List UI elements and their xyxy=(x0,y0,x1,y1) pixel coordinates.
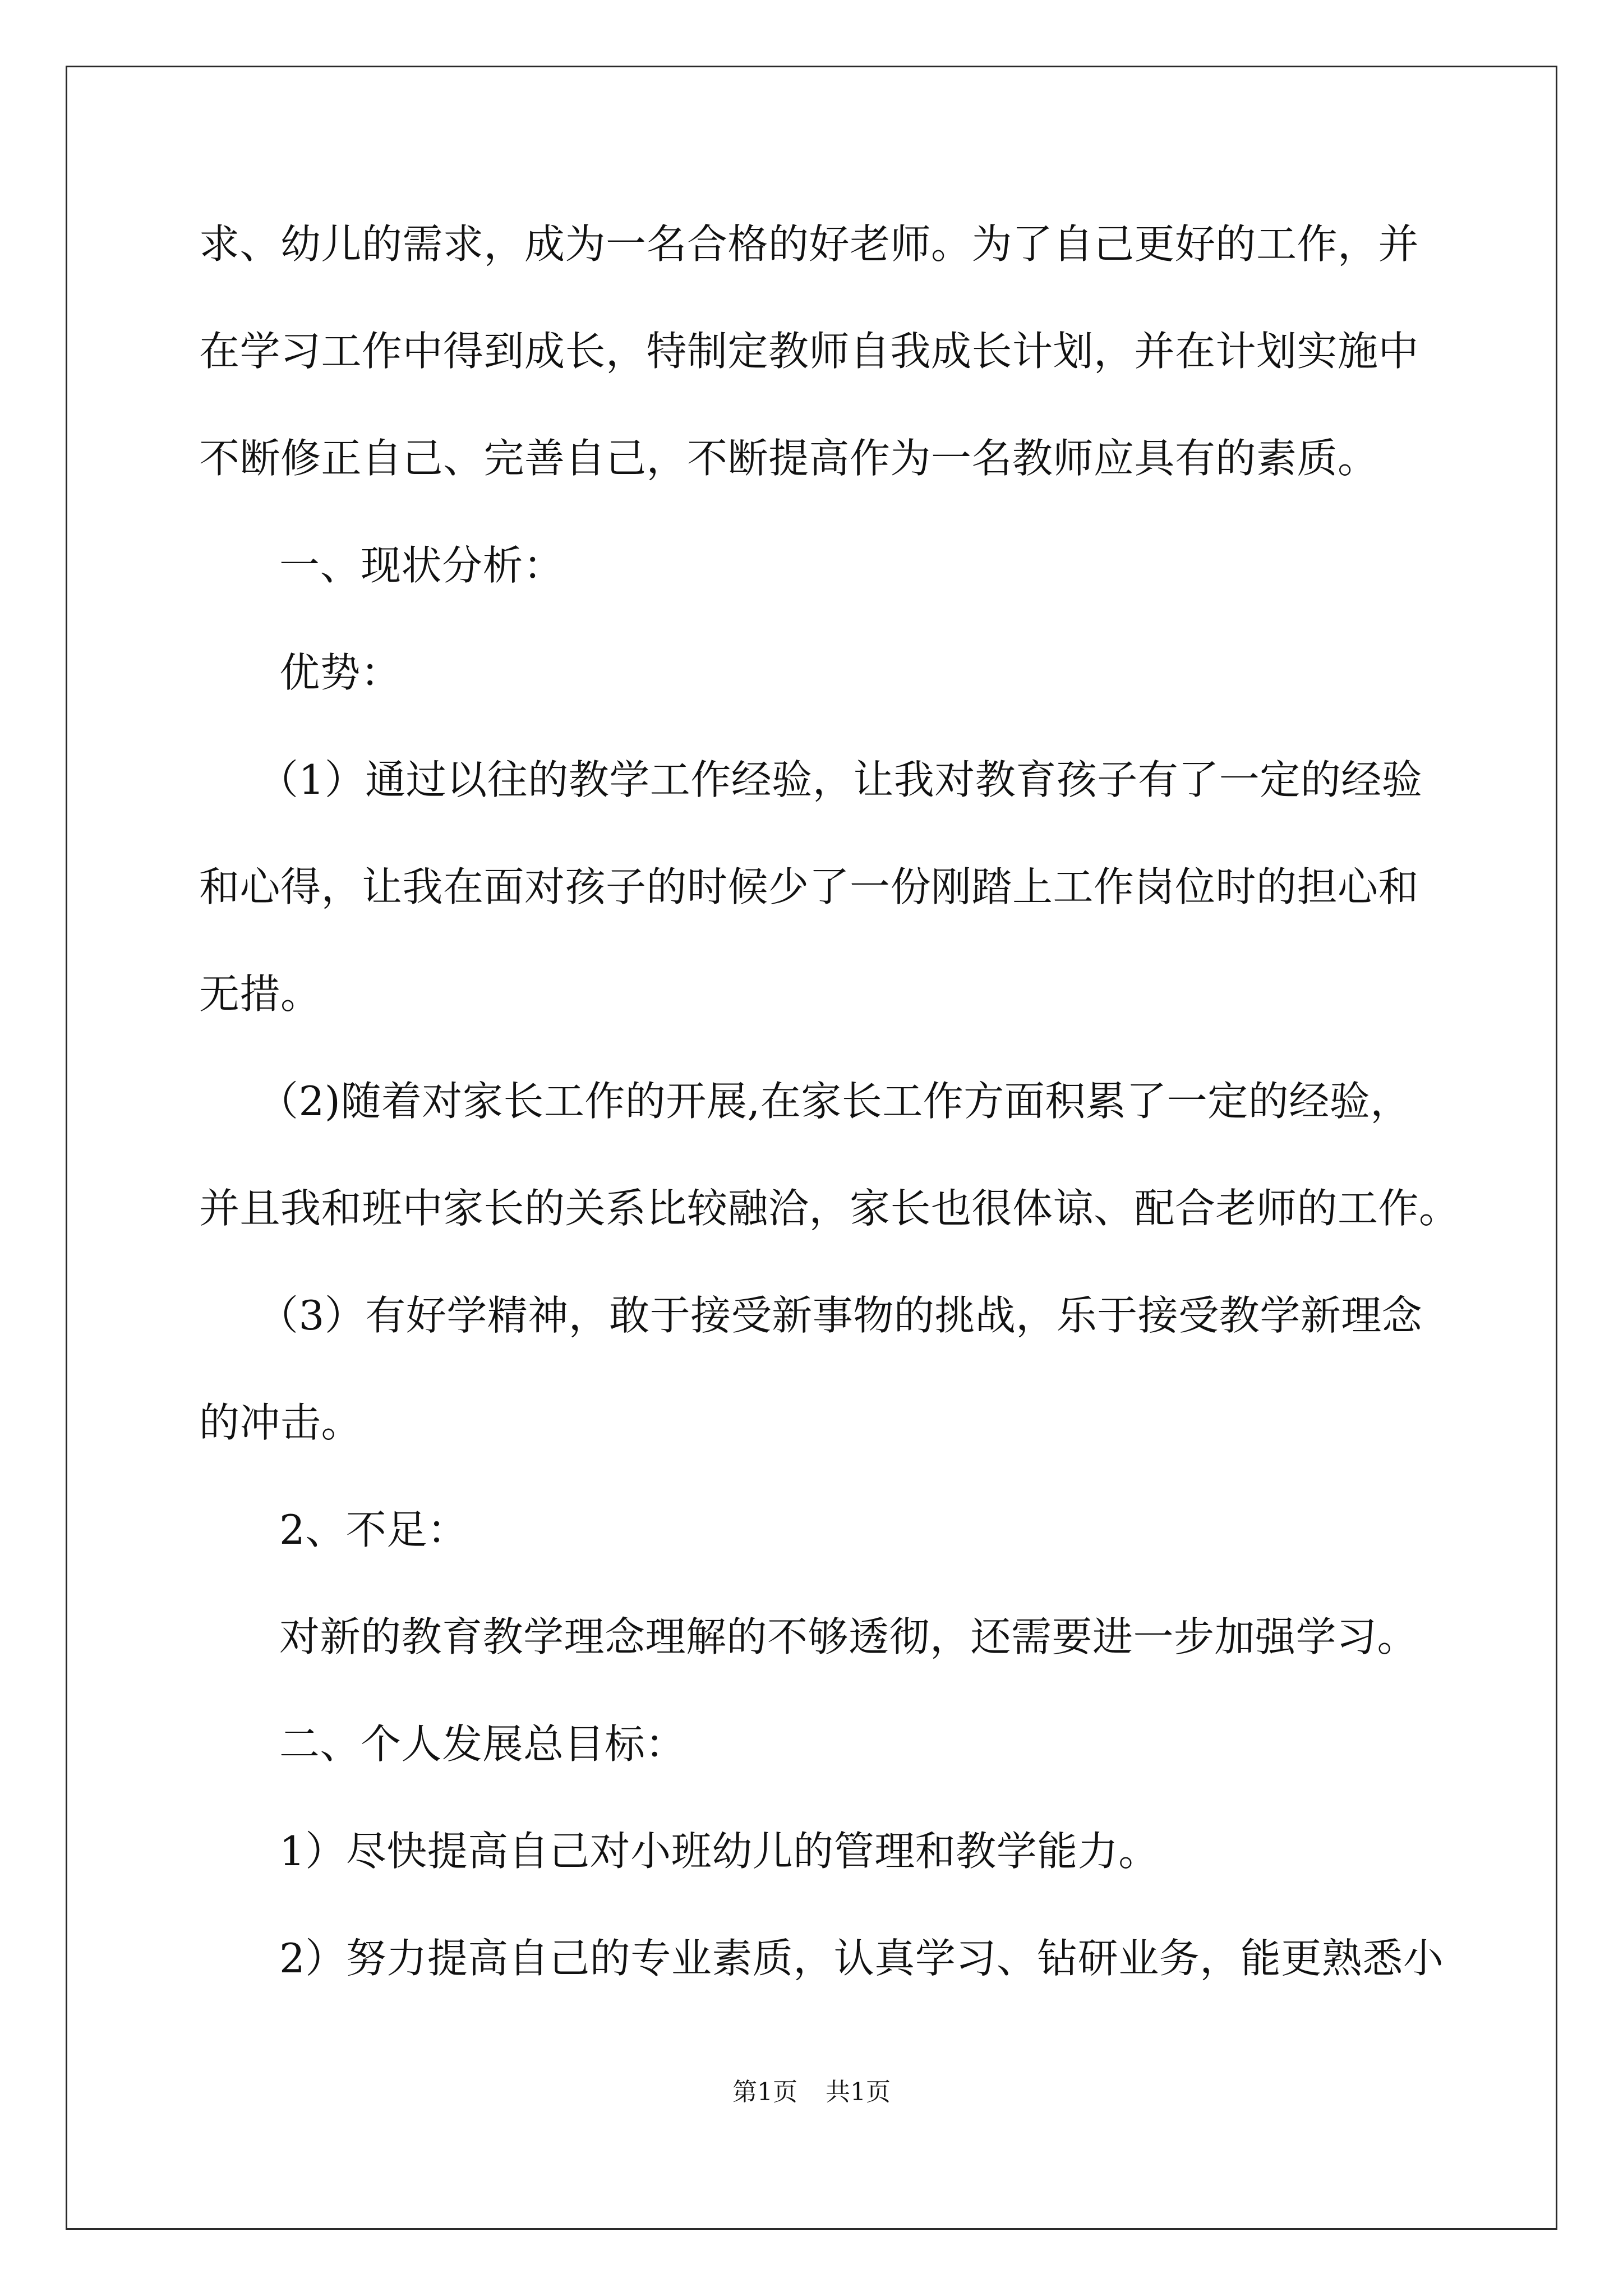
paragraph-line: 2）努力提高自己的专业素质，认真学习、钻研业务，能更熟悉小 xyxy=(279,1935,1444,1982)
paragraph-line: 对新的教育教学理念理解的不够透彻，还需要进一步加强学习。 xyxy=(279,1613,1418,1660)
paragraph-line: 并且我和班中家长的关系比较融洽，家长也很体谅、配合老师的工作。 xyxy=(199,1185,1460,1232)
page-total: 共1页 xyxy=(826,2078,891,2106)
page-footer xyxy=(0,2076,1623,2109)
subsection-heading: 优势： xyxy=(279,649,402,696)
paragraph-line: 在学习工作中得到成长，特制定教师自我成长计划，并在计划实施中 xyxy=(199,328,1419,375)
paragraph-line: 的冲击。 xyxy=(199,1399,362,1446)
paragraph-line: （2)随着对家长工作的开展,在家长工作方面积累了一定的经验， xyxy=(258,1078,1411,1125)
section-heading: 二、个人发展总目标： xyxy=(279,1720,686,1768)
paragraph-line: （1）通过以往的教学工作经验，让我对教育孩子有了一定的经验 xyxy=(258,756,1423,803)
paragraph-line: 和心得，让我在面对孩子的时候少了一份刚踏上工作岗位时的担心和 xyxy=(199,863,1419,910)
paragraph-line: 求、幼儿的需求，成为一名合格的好老师。为了自己更好的工作，并 xyxy=(199,220,1419,268)
paragraph-line: 1）尽快提高自己对小班幼儿的管理和教学能力。 xyxy=(279,1828,1159,1875)
paragraph-line: 无措。 xyxy=(199,970,321,1018)
paragraph-line: （3）有好学精神，敢于接受新事物的挑战，乐于接受教学新理念 xyxy=(258,1292,1423,1339)
section-heading: 一、现状分析： xyxy=(279,542,564,589)
page-number: 第1页 xyxy=(732,2078,797,2106)
page-border xyxy=(66,66,1557,2230)
paragraph-line: 不断修正自己、完善自己，不断提高作为一名教师应具有的素质。 xyxy=(199,435,1378,482)
subsection-heading: 2、不足： xyxy=(279,1506,468,1553)
